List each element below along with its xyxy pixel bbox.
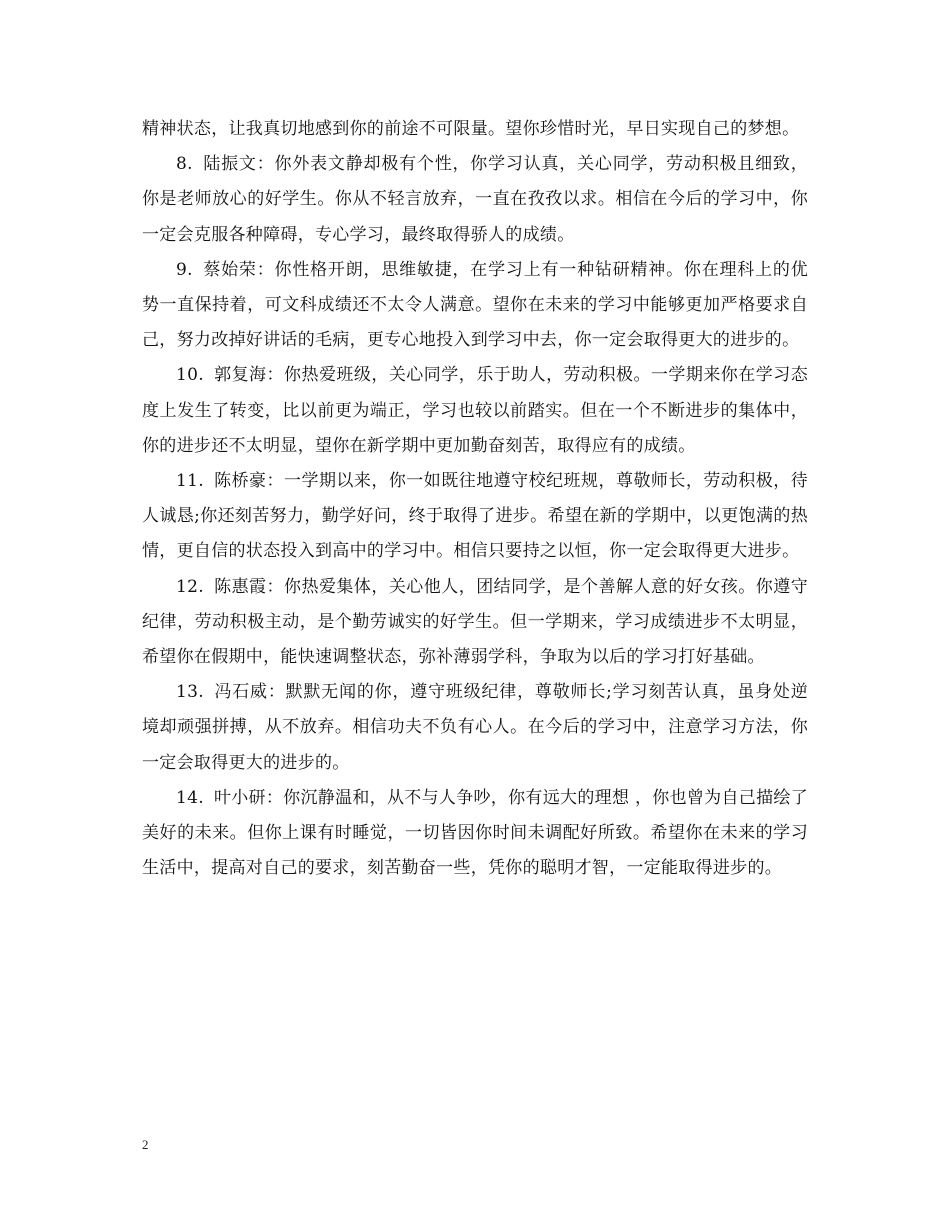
entry-text: 陈桥豪：一学期以来，你一如既往地遵守校纪班规，尊敬师长，劳动积极，待人诚恳;你还刻苦努力，勤学好问，终于取得了进步。希望在新的学期中，以更饱满的热情，更自信的状态投入到高中的学习中。相信只要持之以恒，你一定会取得更大进步。 (142, 471, 808, 562)
comment-entry-10 (142, 358, 808, 464)
comment-entry-9 (142, 253, 808, 359)
entry-number: 9. (176, 259, 193, 280)
entry-text: 陈惠霞：你热爱集体，关心他人，团结同学，是个善解人意的好女孩。你遵守纪律，劳动积极主动，是个勤劳诚实的好学生。但一学期来，学习成绩进步不太明显，希望你在假期中，能快速调整状态，弥补薄弱学科，争取为以后的学习打好基础。 (142, 576, 808, 668)
entry-number: 10. (176, 365, 204, 386)
comment-entry-14 (142, 781, 808, 887)
comment-entry-11 (142, 464, 808, 570)
entry-number: 12. (176, 576, 204, 597)
entry-text: 陆振文：你外表文静却极有个性，你学习认真，关心同学，劳动积极且细致，你是老师放心的好学生。你从不轻言放弃，一直在孜孜以求。相信在今后的学习中，你一定会克服各种障碍，专心学习，最终取得骄人的成绩。 (142, 154, 808, 245)
entry-text: 蔡始荣：你性格开朗，思维敏捷，在学习上有一种钻研精神。你在理科上的优势一直保持着，可文科成绩还不太令人满意。望你在未来的学习中能够更加严格要求自己，努力改掉好讲话的毛病，更专心地投入到学习中去，你一定会取得更大的进步的。 (142, 259, 808, 351)
continuation-paragraph: 精神状态，让我真切地感到你的前途不可限量。望你珍惜时光，早日实现自己的梦想。 (142, 119, 800, 139)
entry-number: 11. (176, 471, 204, 492)
entry-number: 14. (176, 787, 204, 808)
document-body (142, 112, 808, 886)
entry-text: 郭复海：你热爱班级，关心同学，乐于助人，劳动积极。一学期来你在学习态度上发生了转变，比以前更为端正，学习也较以前踏实。但在一个不断进步的集体中，你的进步还不太明显，望你在新学期中更加勤奋刻苦，取得应有的成绩。 (142, 365, 808, 456)
entry-number: 8. (176, 154, 193, 175)
page-number: 2 (142, 1137, 149, 1152)
comment-entry-8 (142, 147, 808, 253)
entry-text: 冯石威：默默无闻的你，遵守班级纪律，尊敬师长;学习刻苦认真，虽身处逆境却顽强拼搏，从不放弃。相信功夫不负有心人。在今后的学习中，注意学习方法，你一定会取得更大的进步的。 (142, 682, 808, 773)
comment-entry-13 (142, 675, 808, 781)
comment-entry-12 (142, 570, 808, 676)
entry-text: 叶小研：你沉静温和，从不与人争吵，你有远大的理想 ，你也曾为自己描绘了美好的未来。但你上课有时睡觉，一切皆因你时间未调配好所致。希望你在未来的学习生活中，提高对自己的要求，刻苦勤奋一些，凭你的聪明才智，一定能取得进步的。 (142, 787, 808, 879)
entry-number: 13. (176, 682, 204, 703)
